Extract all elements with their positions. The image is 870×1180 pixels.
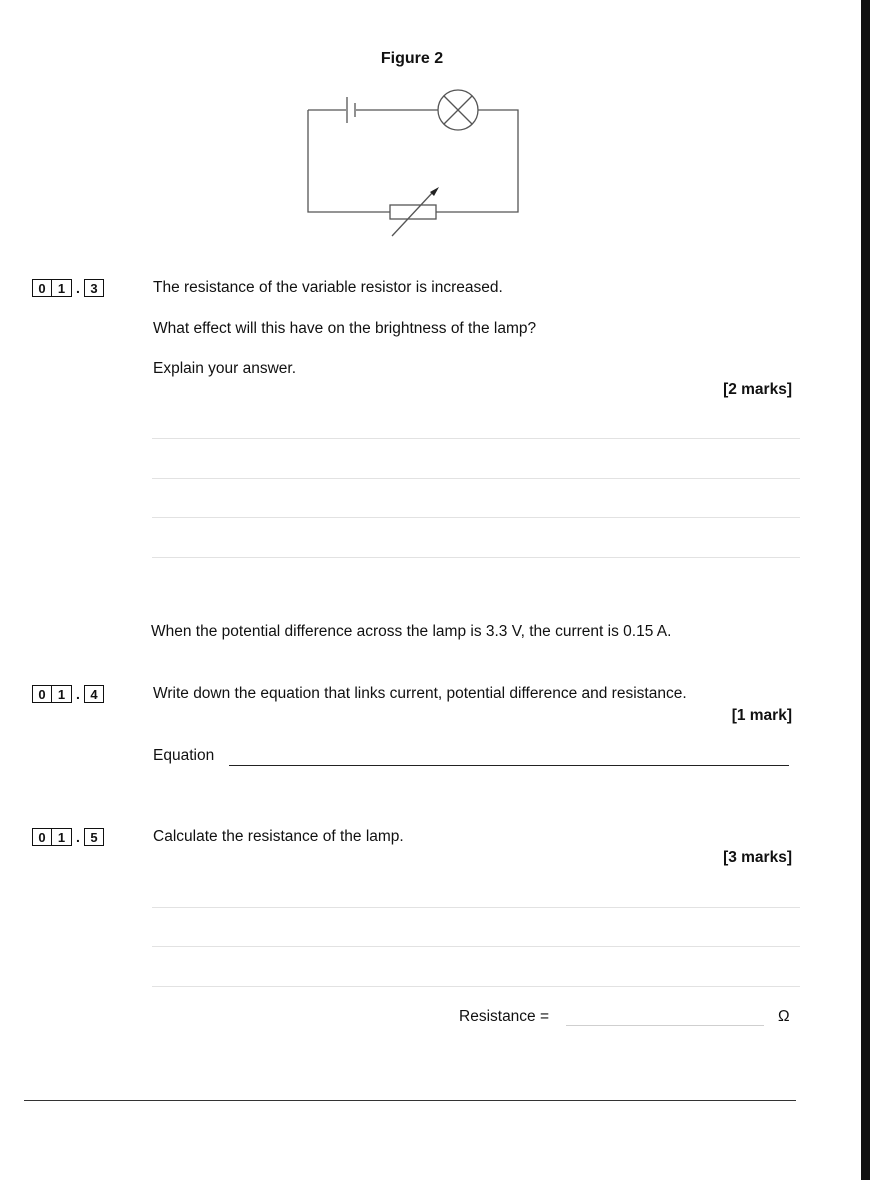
circuit-diagram xyxy=(300,88,526,238)
question-number-01-4 xyxy=(32,685,104,703)
q3-marks: [2 marks] xyxy=(723,381,792,398)
q5-marks: [3 marks] xyxy=(723,849,792,866)
qnum-digit: 1 xyxy=(52,279,72,297)
equation-answer-line[interactable] xyxy=(229,765,789,766)
question-number-01-5 xyxy=(32,828,104,846)
qnum-digit: 4 xyxy=(84,685,104,703)
answer-line[interactable] xyxy=(152,907,800,908)
circuit-wire xyxy=(436,110,518,212)
qnum-digit: 0 xyxy=(32,279,52,297)
page-edge-bar xyxy=(861,0,870,1180)
answer-line[interactable] xyxy=(152,517,800,518)
qnum-separator: . xyxy=(76,829,80,845)
q5-text: Calculate the resistance of the lamp. xyxy=(153,828,404,845)
resistance-label: Resistance = xyxy=(459,1008,550,1025)
q3-text-line2: What effect will this have on the brightness of the lamp? xyxy=(153,320,537,337)
q4-text: Write down the equation that links current, potential difference and resistance. xyxy=(153,685,687,702)
context-statement: When the potential difference across the lamp is 3.3 V, the current is 0.15 A. xyxy=(151,623,672,640)
lamp-symbol xyxy=(438,90,478,130)
equation-label: Equation xyxy=(153,747,215,764)
answer-line[interactable] xyxy=(152,557,800,558)
qnum-digit: 3 xyxy=(84,279,104,297)
circuit-wire xyxy=(308,110,390,212)
qnum-separator: . xyxy=(76,686,80,702)
figure-title: Figure 2 xyxy=(380,50,444,67)
answer-line[interactable] xyxy=(152,946,800,947)
answer-line[interactable] xyxy=(152,986,800,987)
qnum-digit: 0 xyxy=(32,685,52,703)
q4-marks: [1 mark] xyxy=(731,707,792,724)
q3-text-line3: Explain your answer. xyxy=(153,360,297,377)
qnum-digit: 0 xyxy=(32,828,52,846)
question-number-01-3 xyxy=(32,279,104,297)
resistance-unit: Ω xyxy=(778,1008,790,1025)
qnum-digit: 1 xyxy=(52,828,72,846)
answer-line[interactable] xyxy=(152,438,800,439)
q3-text-line1: The resistance of the variable resistor is increased. xyxy=(153,279,503,296)
qnum-digit: 1 xyxy=(52,685,72,703)
variable-resistor-symbol xyxy=(390,192,436,236)
answer-line[interactable] xyxy=(152,478,800,479)
qnum-digit: 5 xyxy=(84,828,104,846)
page-bottom-rule xyxy=(24,1100,796,1101)
qnum-separator: . xyxy=(76,280,80,296)
resistance-answer-line[interactable] xyxy=(566,1025,764,1026)
